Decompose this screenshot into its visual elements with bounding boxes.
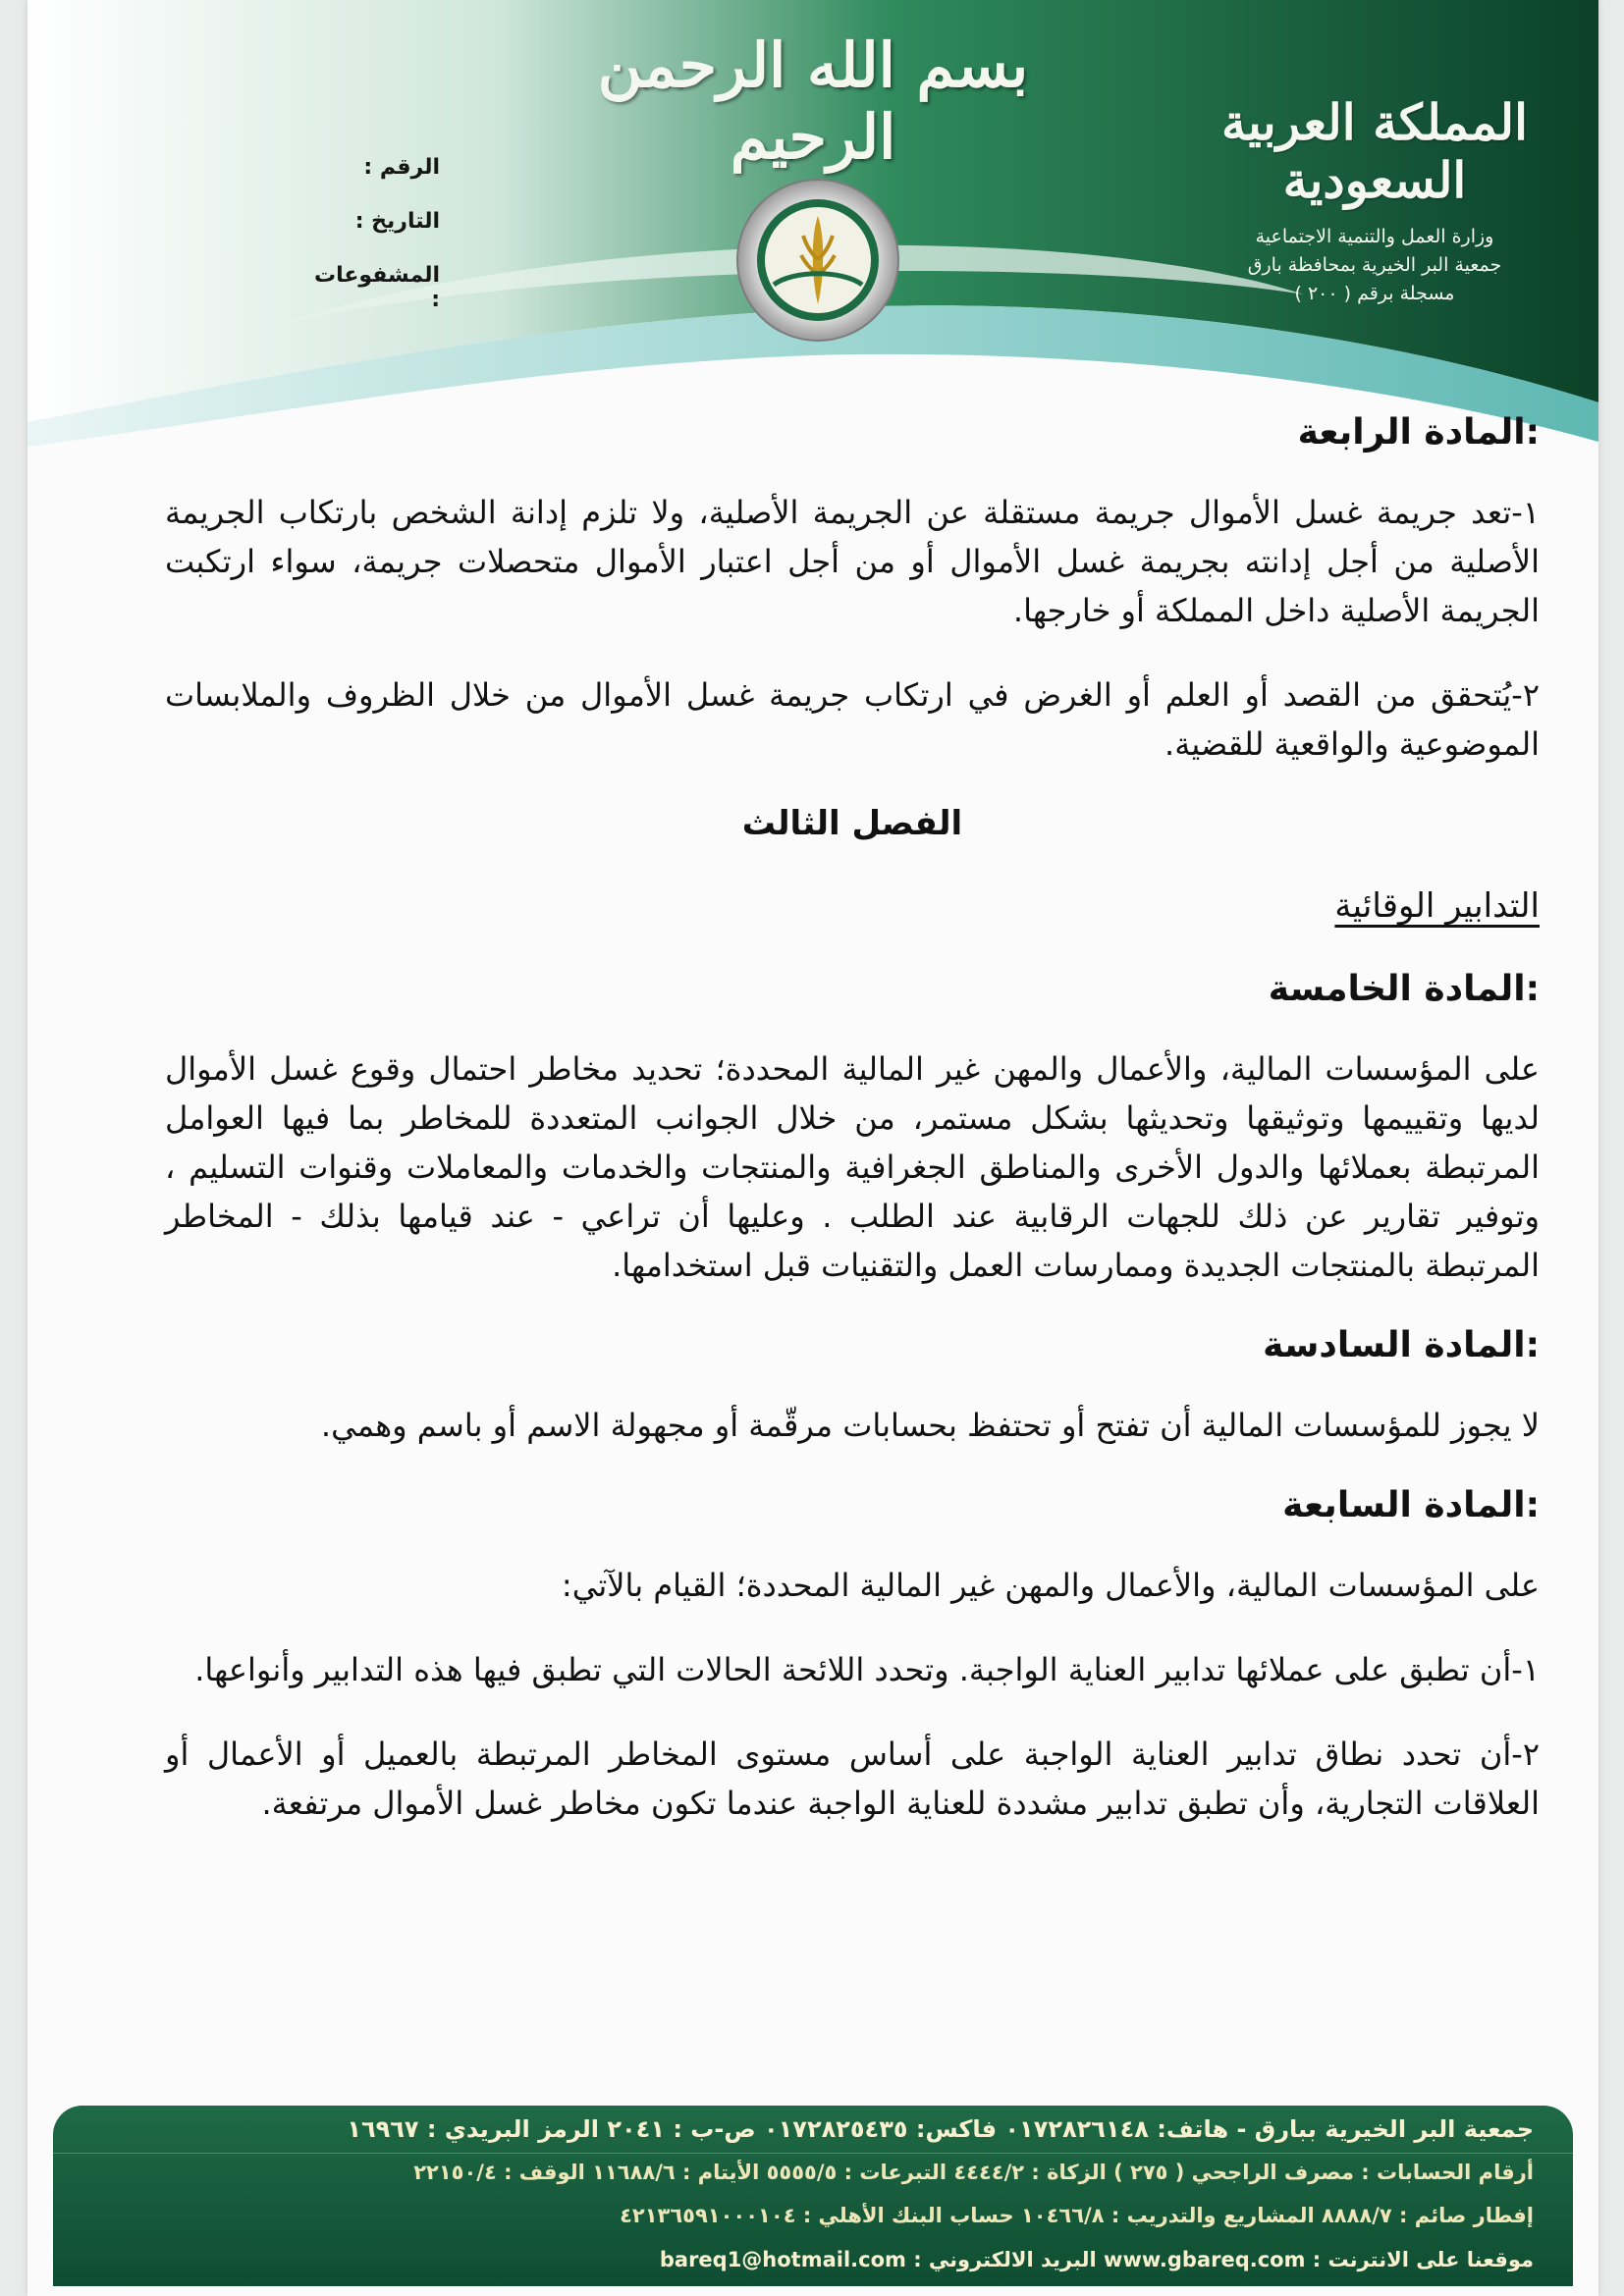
article-7-paragraph-2: ٢-أن تحدد نطاق تدابير العناية الواجبة على أساس مستوى المخاطر المرتبطة بالعميل أو الأعمال أو العلاقات التجارية، وأن تطبق تدابير مشددة للعناية الواجبة عندما تكون مخاطر غسل الأموال مرتفعة. xyxy=(165,1735,1540,1822)
footer-divider xyxy=(53,2153,1573,2154)
article-4-heading: :المادة الرابعة xyxy=(1297,412,1540,453)
article-5-paragraph: على المؤسسات المالية، والأعمال والمهن غير المالية المحددة؛ تحديد مخاطر احتمال وقوع غسل الأموال لديها وتقييمها وتوثيقها وتحديثها بشكل مستمر، من خلال الجوانب المتعددة للمخاطر بما فيها العوامل المرتبطة بعملائها والدول الأخرى والمناطق الجغرافية والمنتجات والخدمات والمعاملات وقنوات التسليم ، وتوفير تقارير عن ذلك للجهات الرقابية عند الطلب . وعليها أن تراعي - عند قيامها بذلك - المخاطر المرتبطة بالمنتجات الجديدة وممارسات العمل والتقنيات قبل استخدامها. xyxy=(165,1050,1540,1284)
section-heading xyxy=(165,886,1540,926)
society-emblem-icon xyxy=(734,177,901,344)
article-4-paragraph-1: ١-تعد جريمة غسل الأموال جريمة مستقلة عن الجريمة الأصلية، ولا تلزم إدانة الشخص بارتكاب الجريمة الأصلية من أجل إدانته بجريمة غسل الأموال أو من أجل اعتبار الأموال متحصلات جريمة، سواء ارتكبت الجريمة الأصلية داخل المملكة أو خارجها. xyxy=(165,494,1540,629)
article-7-paragraph-1: ١-أن تطبق على عملائها تدابير العناية الواجبة. وتحدد اللائحة الحالات التي تطبق فيها هذه التدابير وأنواعها. xyxy=(194,1651,1540,1688)
article-4-paragraph-2: ٢-يُتحقق من القصد أو العلم أو الغرض في ارتكاب جريمة غسل الأموال من خلال الظروف والملابسات الموضوعية والواقعية للقضية. xyxy=(165,676,1540,763)
society-name: جمعية البر الخيرية بمحافظة بارق xyxy=(1247,254,1502,276)
attachments-label: المشفوعات : xyxy=(314,263,440,312)
letter-page xyxy=(27,0,1598,2296)
footer-web-line: موقعنا على الانترنت : www.gbareq.com البريد الالكتروني : bareq1@hotmail.com xyxy=(659,2248,1534,2271)
reference-fields xyxy=(314,155,440,317)
ref-number-label: الرقم : xyxy=(363,155,440,180)
article-5-heading: :المادة الخامسة xyxy=(1268,969,1540,1009)
ministry-name: وزارة العمل والتنمية الاجتماعية xyxy=(1255,226,1494,247)
date-label: التاريخ : xyxy=(354,209,440,234)
document-body xyxy=(165,412,1540,1863)
article-7-heading: :المادة السابعة xyxy=(1282,1485,1540,1525)
footer-contact-line: جمعية البر الخيرية ببارق - هاتف: ٠١٧٢٨٢٦١٤٨ فاكس: ٠١٧٢٨٢٥٤٣٥ ص-ب : ٢٠٤١ الرمز البريدي : ١٦٩٦٧ xyxy=(347,2115,1534,2143)
article-7-intro: على المؤسسات المالية، والأعمال والمهن غير المالية المحددة؛ القيام بالآتي: xyxy=(561,1567,1540,1604)
kingdom-title: المملكة العربية السعودية xyxy=(1221,93,1528,209)
organization-block xyxy=(1198,93,1551,308)
footer-accounts-line: أرقام الحسابات : مصرف الراجحي ( ٢٧٥ ) الزكاة : ٤٤٤٤/٢ التبرعات : ٥٥٥٥/٥ الأيتام : ١١٦٨٨/٦ الوقف : ٢٢١٥٠/٤ xyxy=(413,2161,1534,2184)
registration-number: مسجلة برقم ( ٢٠٠ ) xyxy=(1294,283,1455,304)
article-6-heading: :المادة السادسة xyxy=(1263,1325,1540,1365)
footer-projects-line: إفطار صائم : ٨٨٨٨/٧ المشاريع والتدريب : ١٠٤٦٦/٨ حساب البنك الأهلي : ٤٢١٣٦٥٩١٠٠٠١٠٤ xyxy=(620,2204,1534,2227)
section-heading-text: التدابير الوقائية xyxy=(1334,886,1540,926)
chapter-heading: الفصل الثالث xyxy=(741,804,963,843)
article-6-paragraph: لا يجوز للمؤسسات المالية أن تفتح أو تحتفظ بحسابات مرقّمة أو مجهولة الاسم أو باسم وهمي. xyxy=(320,1407,1540,1444)
basmala-calligraphy: بسم الله الرحمن الرحيم xyxy=(597,29,1029,173)
letterhead-footer xyxy=(53,2106,1573,2286)
